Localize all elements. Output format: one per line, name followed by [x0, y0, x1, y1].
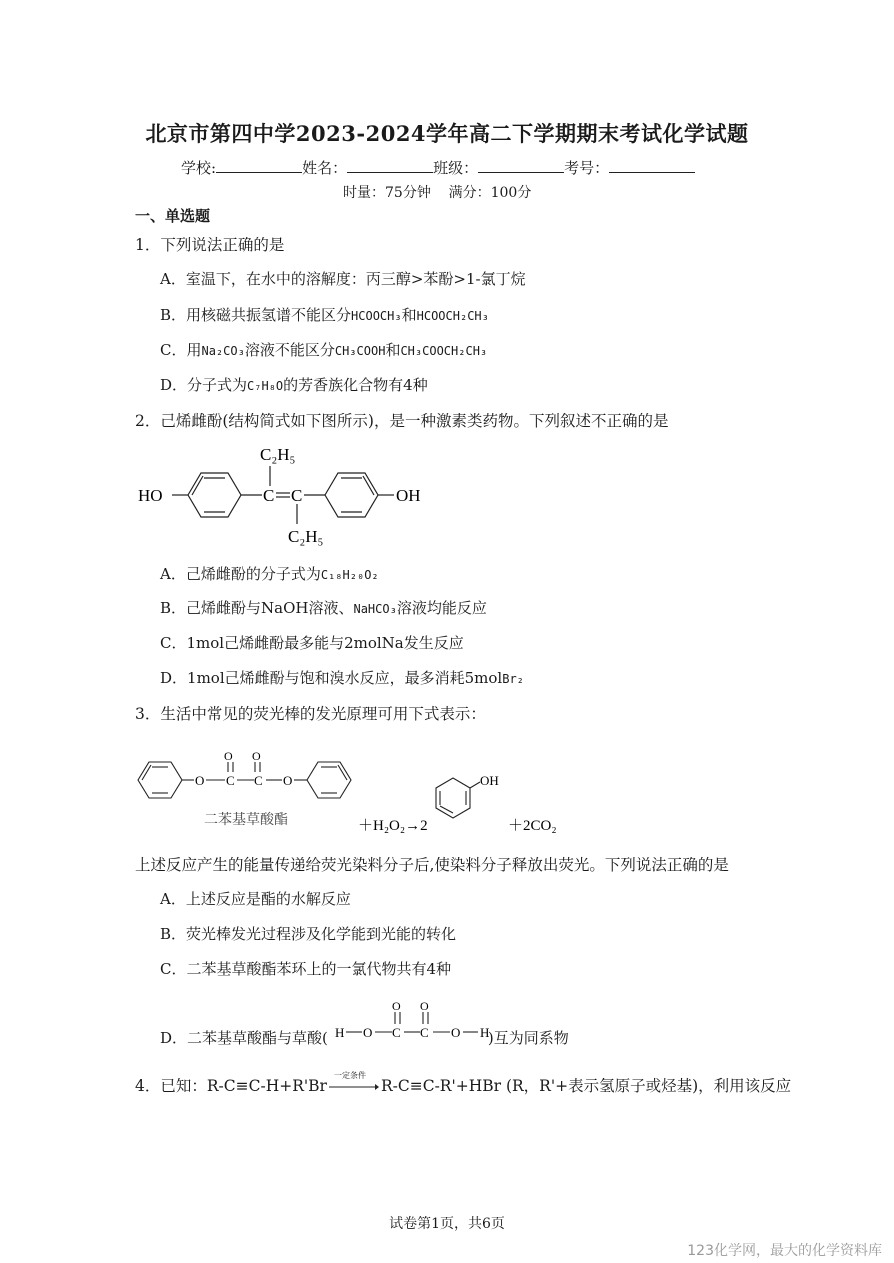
arrow-icon [329, 1079, 379, 1095]
q3-option-c: C．二苯基草酸酯苯环上的一氯代物共有4种 [160, 960, 452, 978]
oxalic-c-left: C [392, 1025, 401, 1040]
diphenyl-oxalate-label: 二苯基草酸酯 [204, 813, 288, 828]
q1-c-formula-2: CH₃COOH [334, 344, 386, 358]
q2-a-text: A．己烯雌酚的分子式为 [160, 565, 321, 583]
page-title: 北京市第四中学2023-2024学年高二下学期期末考试化学试题 [145, 121, 749, 146]
q4-post: R-C≡C-R'+HBr (R，R'+表示氢原子或烃基)，利用该反应 [380, 1077, 792, 1095]
q2-d-text: D．1mol己烯雌酚与饱和溴水反应，最多消耗5mol [160, 669, 503, 687]
exam-no-blank [609, 157, 695, 173]
q1-c-text: C．用 [160, 341, 202, 359]
oh-label: OH [396, 486, 421, 505]
q2-b-text: B．己烯雌酚与NaOH溶液、 [160, 599, 354, 617]
plus-h2o2: ＋H₂O₂→2 [358, 818, 428, 834]
q4-reaction-arrow [329, 1071, 379, 1095]
question-3-stem: 3．生活中常见的荧光棒的发光原理可用下式表示： [135, 705, 486, 723]
school-label: 学校: [181, 159, 217, 177]
q2-option-c: C．1mol己烯雌酚最多能与2molNa发生反应 [160, 634, 464, 652]
question-4-stem [135, 1071, 792, 1096]
ethyl-top: C₂H₅ [260, 445, 296, 464]
oxalic-carbonyl-o-1: O [392, 999, 401, 1013]
oxalic-o-left: O [363, 1025, 373, 1040]
student-info-line [181, 157, 695, 178]
plus-co2: ＋2CO₂ [508, 818, 557, 834]
phenol-oh: OH [480, 773, 499, 788]
q3-option-b: B．荧光棒发光过程涉及化学能到光能的转化 [160, 925, 457, 943]
carbon-right: C [291, 486, 303, 505]
q2-b-post: 溶液均能反应 [396, 599, 487, 617]
q1-option-d [160, 374, 428, 395]
ho-label: HO [138, 486, 163, 505]
class-label: 班级： [433, 159, 479, 177]
ester-o-1: O [195, 773, 205, 788]
name-label: 姓名： [302, 159, 348, 177]
name-blank [347, 157, 433, 173]
class-blank [478, 157, 564, 173]
oxalic-h-left: H [335, 1025, 345, 1040]
q2-b-formula: NaHCO₃ [353, 602, 397, 616]
q1-c-mid-1: 溶液不能区分 [244, 341, 335, 359]
q2-option-d [160, 667, 524, 688]
q1-d-text: D．分子式为 [160, 376, 248, 394]
time-score: 时量：75分钟 满分：100分 [343, 185, 532, 201]
q1-option-a: A．室温下，在水中的溶解度：丙三醇>苯酚>1-氯丁烷 [160, 270, 526, 288]
q1-b-formula-2: HCOOCH₂CH₃ [416, 309, 489, 323]
q1-option-c [160, 339, 487, 360]
school-blank [216, 157, 302, 173]
q4-pre: 4．已知：R-C≡C-H+R'Br [135, 1077, 327, 1095]
q1-c-formula-1: Na₂CO₃ [201, 344, 245, 358]
carbonyl-o-1: O [224, 749, 233, 763]
q4-condition: 一定条件 [333, 1071, 366, 1080]
carbon-2: C [254, 773, 263, 788]
question-3-stem-2: 上述反应产生的能量传递给荧光染料分子后,使染料分子释放出荧光。下列说法正确的是 [135, 856, 729, 874]
q2-a-formula: C₁₈H₂₀O₂ [320, 568, 379, 582]
q1-b-text: B．用核磁共振氢谱不能区分 [160, 306, 352, 324]
carbonyl-o-2: O [252, 749, 261, 763]
ethyl-bottom: C₂H₅ [288, 527, 324, 546]
oxalic-carbonyl-o-2: O [420, 999, 429, 1013]
q1-b-formula-1: HCOOCH₃ [351, 309, 402, 323]
q2-option-b [160, 597, 487, 618]
question-1-stem: 1．下列说法正确的是 [135, 236, 285, 254]
carbon-1: C [226, 773, 235, 788]
fluorescence-reaction-equation [130, 740, 570, 840]
q2-option-a [160, 563, 379, 584]
ester-o-2: O [283, 773, 293, 788]
q3-option-a: A．上述反应是酯的水解反应 [160, 890, 351, 908]
question-2-stem: 2．己烯雌酚(结构简式如下图所示)，是一种激素类药物。下列叙述不正确的是 [135, 412, 669, 430]
q1-b-mid: 和 [401, 306, 417, 324]
q3-d-post: )互为同系物 [487, 1029, 569, 1047]
carbon-left: C [263, 486, 275, 505]
oxalic-acid-structure [332, 997, 497, 1042]
q2-d-formula: Br₂ [502, 672, 524, 686]
oxalic-c-right: C [420, 1025, 429, 1040]
q1-d-formula: C₇H₈O [247, 379, 284, 393]
section-heading: 一、单选题 [135, 207, 211, 225]
oxalic-o-right: O [451, 1025, 461, 1040]
diethylstilbestrol-structure [130, 438, 440, 553]
page-footer: 试卷第1页，共6页 [389, 1216, 505, 1232]
watermark: 123化学网，最大的化学资料库 [687, 1243, 882, 1259]
q1-c-formula-3: CH₃COOCH₂CH₃ [400, 344, 488, 358]
oxalic-h-right: H [480, 1025, 490, 1040]
q1-d-post: 的芳香族化合物有4种 [283, 376, 428, 394]
exam-no-label: 考号： [564, 159, 610, 177]
q3-d-text: D．二苯基草酸酯与草酸( [160, 1029, 328, 1047]
q1-c-mid-2: 和 [385, 341, 401, 359]
q1-option-b [160, 304, 489, 325]
